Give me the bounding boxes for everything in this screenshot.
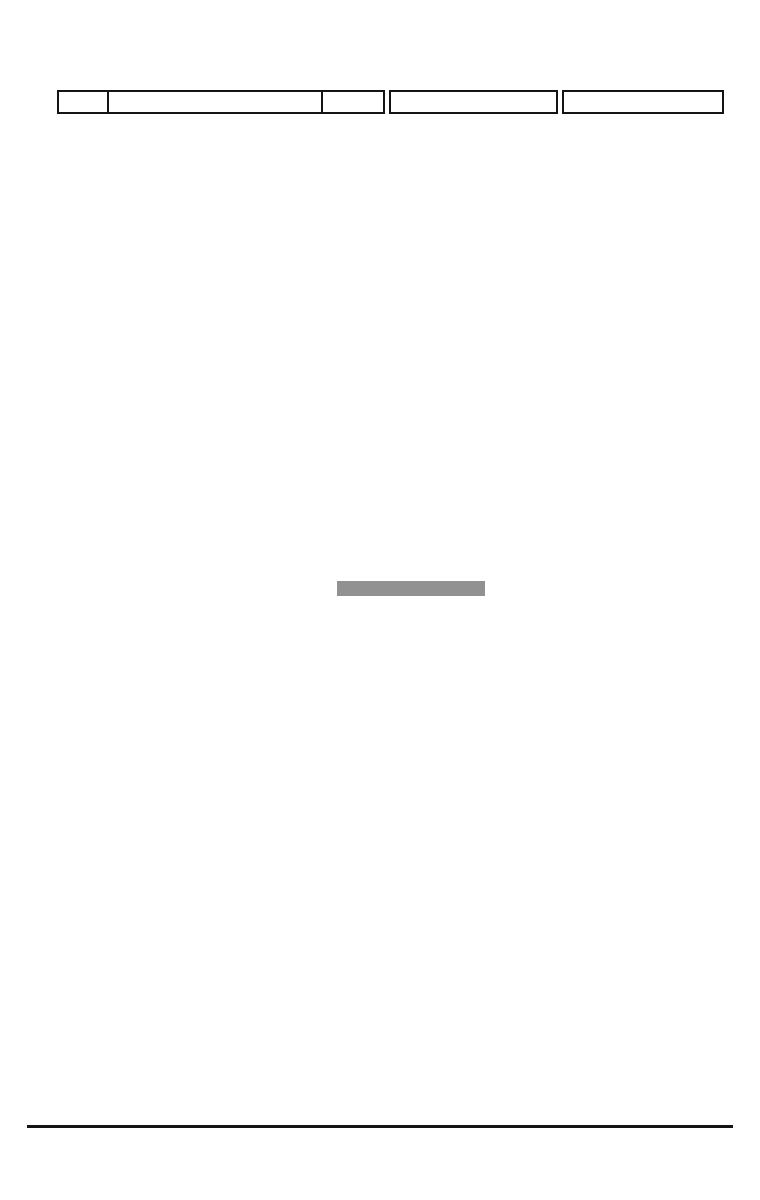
column-header-room-number: [59, 92, 109, 112]
header-box-floor: [389, 90, 558, 114]
watermark: [337, 579, 485, 596]
table-bottom-border: [27, 1125, 733, 1128]
header-box-note: [562, 90, 724, 114]
header-box-left: [57, 90, 385, 114]
table-header-row: [57, 90, 724, 114]
apartment-label-rail: [27, 90, 52, 1127]
watermark-url-bar: [337, 581, 485, 596]
legend-table: [57, 90, 724, 114]
column-header-room-name: [109, 92, 323, 112]
column-header-area: [323, 92, 383, 112]
column-header-floor: [391, 92, 556, 112]
column-header-note: [564, 92, 722, 112]
